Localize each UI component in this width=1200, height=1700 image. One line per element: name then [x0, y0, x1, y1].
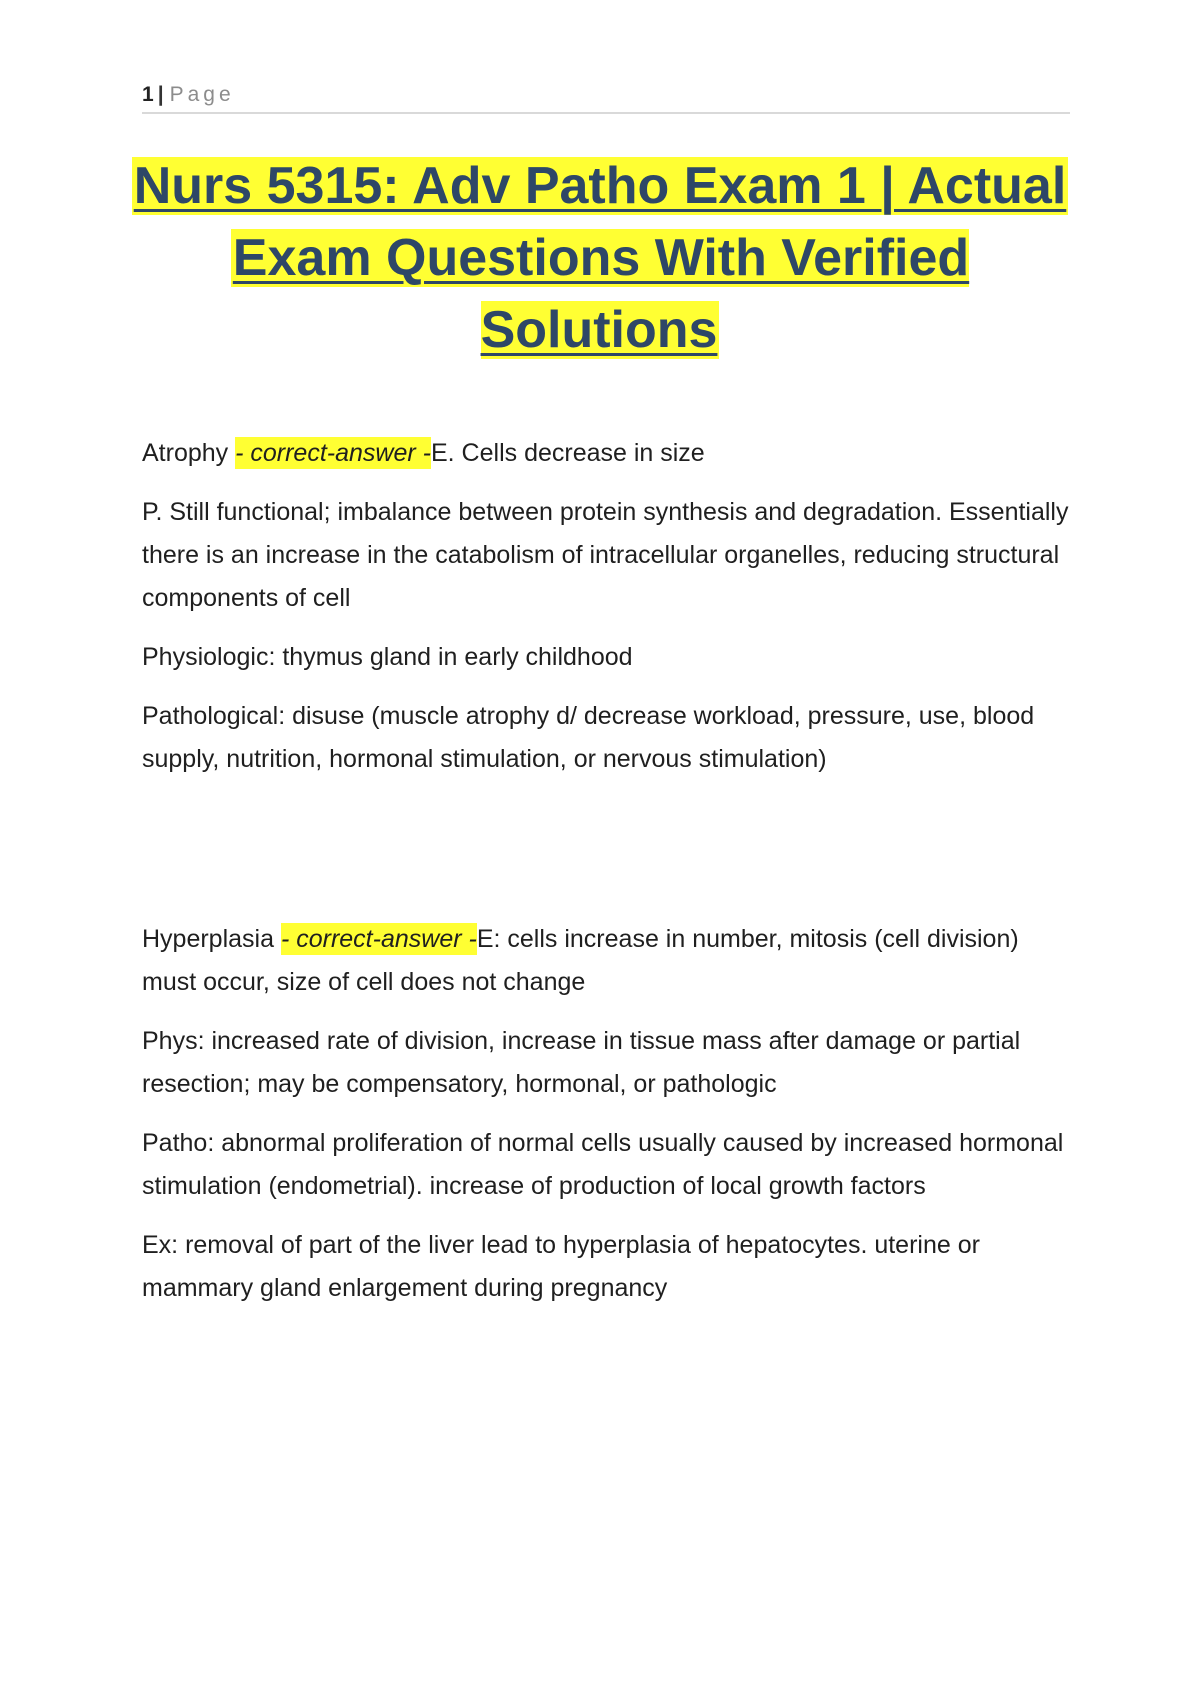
entry-term: Atrophy: [142, 439, 236, 467]
page-header: [142, 78, 1070, 114]
page-label: Page: [169, 83, 235, 106]
entry-question: [142, 432, 1072, 475]
page-separator: |: [157, 83, 164, 106]
entry-paragraph: Patho: abnormal proliferation of normal cells usually caused by increased hormonal stimulation (endometrial). increase of production of local growth factors: [142, 1129, 1064, 1200]
correct-answer-tag: - correct-answer -: [235, 439, 431, 467]
entry-answer: E. Cells decrease in size: [430, 439, 705, 467]
entry-paragraph: Physiologic: thymus gland in early childhood: [142, 643, 633, 671]
title-line-2: Exam Questions With Verified Solutions: [232, 229, 970, 359]
entry-hyperplasia: [142, 918, 1072, 1326]
entry-answer: E: cells increase in number, mitosis (cell division) must occur, size of cell does not change: [142, 925, 1019, 996]
entry-term: Hyperplasia: [142, 925, 281, 953]
entry-paragraph: Ex: removal of part of the liver lead to hyperplasia of hepatocytes. uterine or mammary gland enlargement during pregnancy: [142, 1231, 980, 1302]
correct-answer-tag: - correct-answer -: [280, 925, 477, 953]
entry-paragraph: P. Still functional; imbalance between protein synthesis and degradation. Essentially there is an increase in the catabolism of intracellular organelles, reducing structural components of cell: [142, 498, 1069, 612]
entry-paragraph: Phys: increased rate of division, increase in tissue mass after damage or partial resection; may be compensatory, hormonal, or pathologic: [142, 1027, 1021, 1098]
entry-paragraph: Pathological: disuse (muscle atrophy d/ decrease workload, pressure, use, blood supply, nutrition, hormonal stimulation, or nervous stimulation): [142, 702, 1035, 773]
page-number: 1: [142, 83, 154, 106]
entry-atrophy: [142, 432, 1072, 797]
document-title: [120, 150, 1080, 366]
title-line-1: Nurs 5315: Adv Patho Exam 1 | Actual: [133, 157, 1067, 215]
entry-question: [142, 918, 1072, 1004]
